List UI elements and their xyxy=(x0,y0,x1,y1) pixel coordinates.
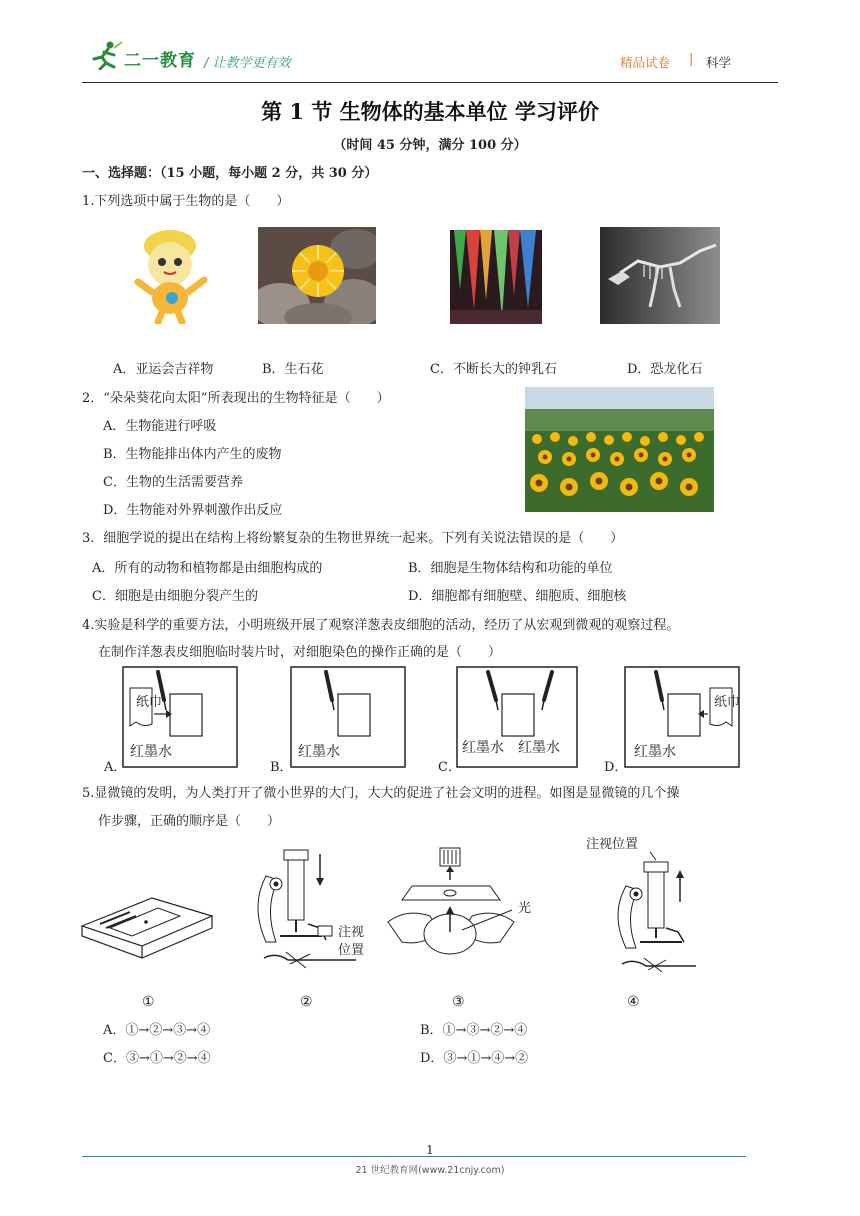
red-ink-label: 红墨水 xyxy=(298,744,340,760)
q1-option-d: D．恐龙化石 xyxy=(627,362,703,377)
footer-source: 21 世纪教育网(www.21cnjy.com) xyxy=(355,1165,505,1176)
question-5-stem-line1: 5.显微镜的发明，为人类打开了微小世界的大门，大大的促进了社会文明的进程。如图是显微镜的几个操 xyxy=(82,786,680,801)
q4-figure-d xyxy=(624,666,740,768)
q1-option-b: B．生石花 xyxy=(262,362,324,377)
q5-figure-4-label: ④ xyxy=(627,994,640,1010)
dinosaur-fossil-image xyxy=(600,227,720,324)
sunflower-field-image xyxy=(525,387,714,512)
q4-figure-a xyxy=(122,666,238,768)
red-ink-label-left: 红墨水 xyxy=(462,740,504,756)
question-3-stem: 3．细胞学说的提出在结构上将纷繁复杂的生物世界统一起来。下列有关说法错误的是（ ） xyxy=(82,531,624,546)
q2-option-a: A．生物能进行呼吸 xyxy=(103,419,217,434)
q4-letter-b: B． xyxy=(270,760,293,775)
slogan: / 让教学更有效 xyxy=(204,56,291,71)
subject-label: 科学 xyxy=(706,55,732,70)
q5-figure-1-slide xyxy=(80,888,220,972)
living-stone-flower-image xyxy=(258,227,376,324)
runner-logo-icon xyxy=(88,40,124,70)
q5-option-b: B．①→③→②→④ xyxy=(420,1023,528,1038)
question-1-stem: 1.下列选项中属于生物的是（ ） xyxy=(82,194,290,209)
q5-option-c: C．③→①→②→④ xyxy=(103,1051,211,1066)
question-4-stem-line1: 4.实验是科学的重要方法，小明班级开展了观察洋葱表皮细胞的活动，经历了从宏观到微观的观察过程。 xyxy=(82,618,680,633)
q5-figure-2-lowering xyxy=(246,846,372,974)
q5-figure-2-label: ② xyxy=(300,994,313,1010)
mascot-image xyxy=(128,226,212,324)
header-divider xyxy=(82,82,778,83)
q4-figure-c xyxy=(456,666,578,768)
footer-divider xyxy=(82,1156,746,1157)
paper-towel-label: 纸巾 xyxy=(714,695,740,710)
q3-option-c: C．细胞是由细胞分裂产生的 xyxy=(92,589,258,604)
q5-option-d: D．③→①→④→② xyxy=(420,1051,529,1066)
q2-option-c: C．生物的生活需要营养 xyxy=(103,475,243,490)
gaze-label-line1: 注视 xyxy=(338,925,365,940)
section-heading: 一、选择题：（15 小题，每小题 2 分，共 30 分） xyxy=(82,166,378,181)
q5-figure-3-label: ③ xyxy=(452,994,465,1010)
gaze-label-line2: 位置 xyxy=(338,943,365,958)
page-title: 第 1 节 生物体的基本单位 学习评价 xyxy=(261,99,599,124)
header-separator: | xyxy=(689,52,694,67)
q4-letter-c: C． xyxy=(438,760,461,775)
paper-towel-label: 纸巾 xyxy=(136,695,163,710)
question-4-stem-line2: 在制作洋葱表皮细胞临时装片时，对细胞染色的操作正确的是（ ） xyxy=(98,645,502,660)
light-label: 光 xyxy=(518,901,532,916)
red-ink-label: 红墨水 xyxy=(634,744,676,760)
q5-figure-4-raising xyxy=(586,830,700,972)
question-5-stem-line2: 作步骤，正确的顺序是（ ） xyxy=(98,814,281,829)
q4-figure-b xyxy=(290,666,406,768)
red-ink-label: 红墨水 xyxy=(130,744,172,760)
q3-option-d: D．细胞都有细胞壁、细胞质、细胞核 xyxy=(408,589,627,604)
page-subtitle: （时间 45 分钟，满分 100 分） xyxy=(333,138,527,153)
q2-option-d: D．生物能对外界刺激作出反应 xyxy=(103,503,283,518)
q5-figure-3-light xyxy=(382,846,532,970)
q2-option-b: B．生物能排出体内产生的废物 xyxy=(103,447,282,462)
red-ink-label-right: 红墨水 xyxy=(518,740,560,756)
q4-letter-d: D． xyxy=(604,760,628,775)
q3-option-b: B．细胞是生物体结构和功能的单位 xyxy=(408,561,613,576)
gaze-top-label: 注视位置 xyxy=(586,837,639,852)
logo-text: 二一教育 xyxy=(124,51,196,71)
q3-option-a: A．所有的动物和植物都是由细胞构成的 xyxy=(92,561,323,576)
stalactite-image xyxy=(450,230,542,324)
question-2-stem: 2．“朵朵葵花向太阳”所表现出的生物特征是（ ） xyxy=(82,391,390,406)
q5-option-a: A．①→②→③→④ xyxy=(103,1023,211,1038)
q1-option-a: A．亚运会吉祥物 xyxy=(113,362,214,377)
q4-letter-a: A． xyxy=(104,760,127,775)
page-number: 1 xyxy=(426,1143,434,1157)
badge-label: 精品试卷 xyxy=(620,55,671,70)
header-logo xyxy=(88,40,124,70)
q5-figure-1-label: ① xyxy=(142,994,155,1010)
q1-option-c: C．不断长大的钟乳石 xyxy=(430,362,557,377)
